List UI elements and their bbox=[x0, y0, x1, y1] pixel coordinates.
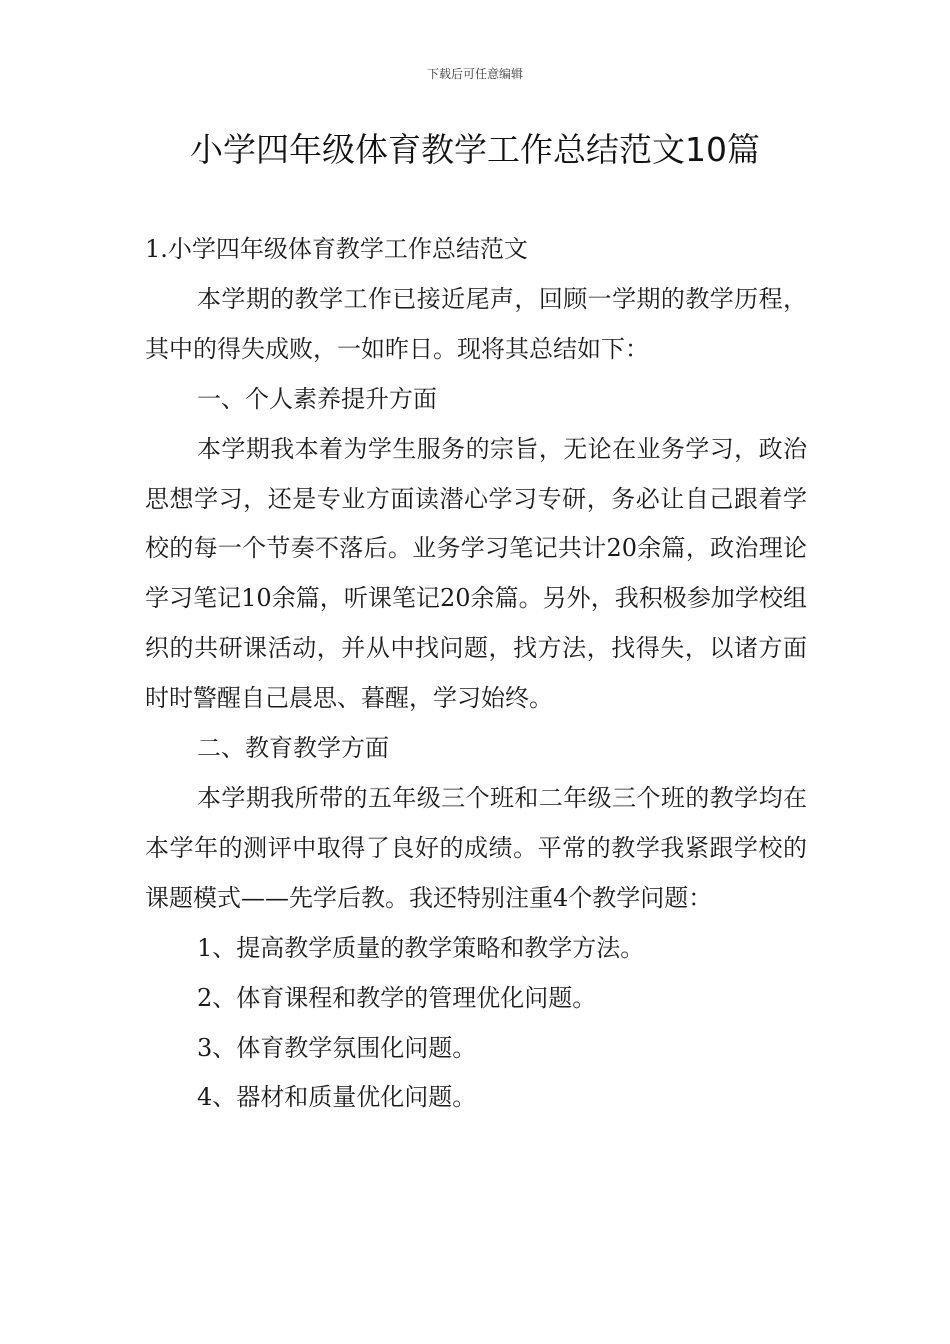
paragraph-teaching: 本学期我所带的五年级三个班和二年级三个班的教学均在本学年的测评中取得了良好的成绩。平常的教学我紧跟学校的课题模式——先学后教。我还特别注重4个教学问题： bbox=[145, 783, 807, 912]
list-item-2: 2、体育课程和教学的管理优化问题。 bbox=[197, 983, 597, 1012]
list-item-1: 1、提高教学质量的教学策略和教学方法。 bbox=[197, 933, 645, 962]
paragraph-intro: 本学期的教学工作已接近尾声，回顾一学期的教学历程，其中的得失成败，一如昨日。现将其总结如下： bbox=[145, 284, 807, 363]
list-item-4: 4、器材和质量优化问题。 bbox=[197, 1083, 477, 1112]
paragraph-personal-quality: 本学期我本着为学生服务的宗旨，无论在业务学习，政治思想学习，还是专业方面读潜心学习专研，务必让自己跟着学校的每一个节奏不落后。业务学习笔记共计20余篇，政治理论学习笔记10余篇，听课笔记20余篇。另外，我积极参加学校组织的共研课活动，并从中找问题，找方法，找得失，以诸方面时时警醒自己晨思、暮醒，学习始终。 bbox=[145, 434, 807, 713]
document-body bbox=[145, 225, 807, 1123]
list-item-3: 3、体育教学氛围化问题。 bbox=[197, 1033, 477, 1062]
section-heading: 1.小学四年级体育教学工作总结范文 bbox=[145, 235, 528, 263]
subheading-teaching: 二、教育教学方面 bbox=[197, 734, 389, 763]
header-note: 下载后可任意编辑 bbox=[426, 67, 523, 81]
document-title: 小学四年级体育教学工作总结范文10篇 bbox=[190, 130, 760, 169]
subheading-personal-quality: 一、个人素养提升方面 bbox=[197, 384, 437, 413]
